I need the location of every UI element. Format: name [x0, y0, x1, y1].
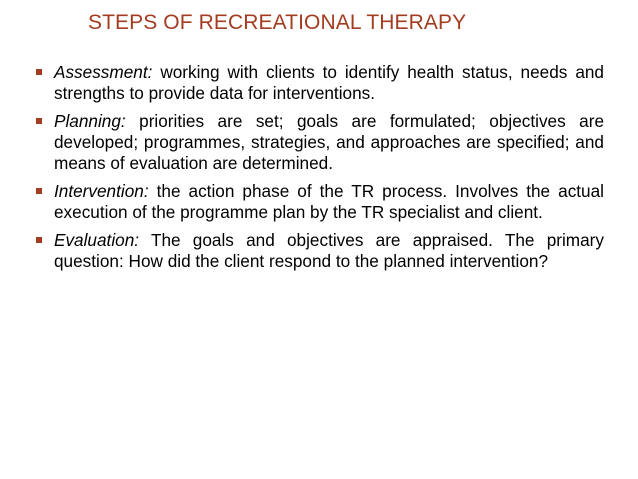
bullet-term: Intervention:	[54, 181, 149, 201]
bullet-evaluation	[34, 230, 604, 272]
bullet-assessment	[34, 62, 604, 104]
bullet-planning	[34, 111, 604, 174]
slide-title: STEPS OF RECREATIONAL THERAPY	[88, 11, 467, 34]
bullet-intervention	[34, 181, 604, 223]
square-bullet-icon	[36, 118, 42, 124]
bullet-text: The goals and objectives are appraised. The primary question: How did the client respond to the planned intervention?	[54, 230, 604, 271]
square-bullet-icon	[36, 188, 42, 194]
bullet-list	[34, 62, 604, 279]
bullet-text: priorities are set; goals are formulated; objectives are developed; programmes, strategies, and approaches are specified; and means of evaluation are determined.	[54, 111, 604, 173]
bullet-text: working with clients to identify health status, needs and strengths to provide data for interventions.	[54, 62, 604, 103]
square-bullet-icon	[36, 69, 42, 75]
square-bullet-icon	[36, 237, 42, 243]
bullet-term: Assessment:	[54, 62, 153, 82]
bullet-text: the action phase of the TR process. Involves the actual execution of the programme plan by the TR specialist and client.	[54, 181, 604, 222]
bullet-term: Planning:	[54, 111, 126, 131]
bullet-term: Evaluation:	[54, 230, 140, 250]
